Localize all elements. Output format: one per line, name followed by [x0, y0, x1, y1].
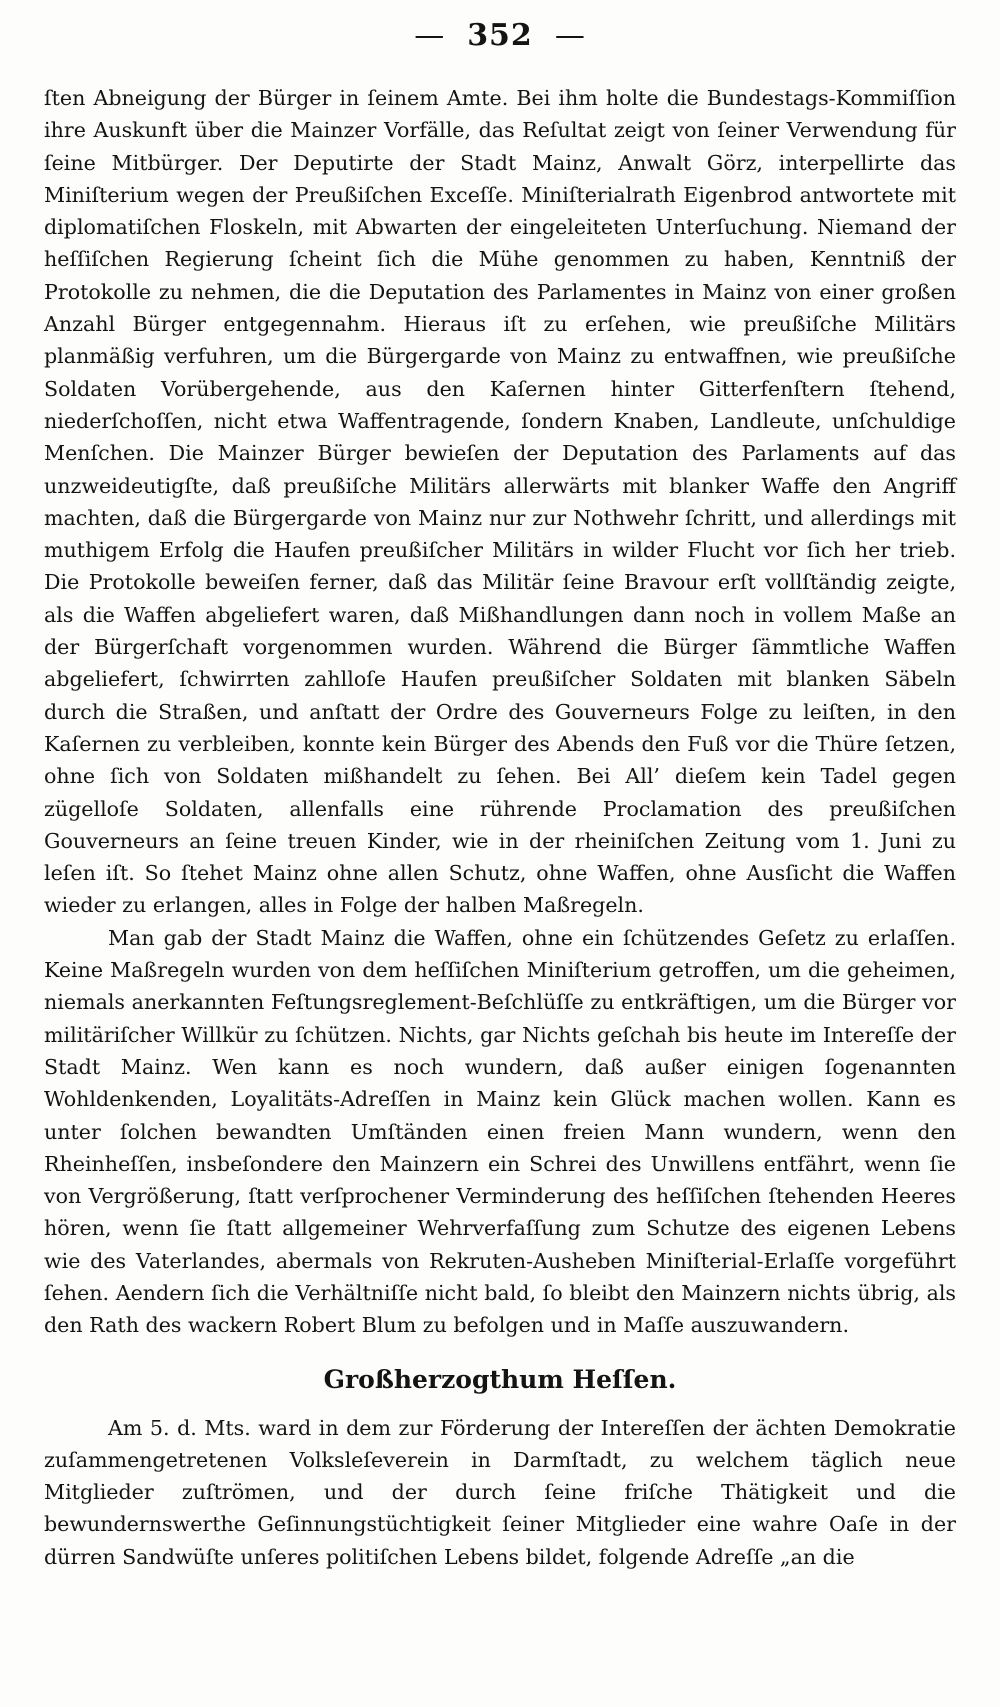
page-number: 352	[467, 18, 533, 53]
paragraph-mainz-weapons: Man gab der Stadt Mainz die Waffen, ohne ein ſchützendes Geſetz zu erlaſſen. Keine Maßregeln wurden von dem heſſiſchen Miniſterium getroffen, um die geheimen, niemals anerkannten Feſtungsreglement-Beſchlüſſe zu entkräftigen, um die Bürger vor militäriſcher Willkür zu ſchützen. Nichts, gar Nichts geſchah bis heute im Intereſſe der Stadt Mainz. Wen kann es noch wundern, daß außer einigen ſogenannten Wohldenkenden, Loyalitäts-Adreſſen in Mainz kein Glück machen wollen. Kann es unter ſolchen bewandten Umſtänden einen freien Mann wundern, wenn den Rheinheſſen, insbeſondere den Mainzern ein Schrei des Unwillens entfährt, wenn ſie von Vergrößerung, ſtatt verſprochener Verminderung des heſſiſchen ſtehenden Heeres hören, wenn ſie ſtatt allgemeiner Wehrverfaſſung zum Schutze des eigenen Lebens wie des Vaterlandes, abermals von Rekruten-Ausheben Miniſterial-Erlaſſe vorgeführt ſehen. Aendern ſich die Verhältniſſe nicht bald, ſo bleibt den Mainzern nichts übrig, als den Rath des wackern Robert Blum zu befolgen und in Maſſe auszuwandern.	[44, 925, 956, 1338]
paragraph-mainz-continued: ſten Abneigung der Bürger in ſeinem Amte. Bei ihm holte die Bundestags-Kommiſſion ihre Auskunft über die Mainzer Vorfälle, das Reſultat zeigt von ſeiner Verwendung für ſeine Mitbürger. Der Deputirte der Stadt Mainz, Anwalt Görz, interpellirte das Miniſterium wegen der Preußiſchen Exceſſe. Miniſterialrath Eigenbrod antwortete mit diplomatiſchen Floskeln, mit Abwarten der eingeleiteten Unterſuchung. Niemand der heſſiſchen Regierung ſcheint ſich die Mühe genommen zu haben, Kenntniß der Protokolle zu nehmen, die die Deputation des Parlamentes in Mainz von einer großen Anzahl Bürger entgegennahm. Hieraus iſt zu erſehen, wie preußiſche Militärs planmäßig verfuhren, um die Bürgergarde von Mainz zu entwaffnen, wie preußiſche Soldaten Vorübergehende, aus den Kaſernen hinter Gitterfenſtern ſtehend, niederſchoſſen, nicht etwa Waffentragende, ſondern Knaben, Landleute, unſchuldige Menſchen. Die Mainzer Bürger bewieſen der Deputation des Parlaments auf das unzweideutigſte, daß preußiſche Militärs allerwärts mit blanker Waffe den Angriff machten, daß die Bürgergarde von Mainz nur zur Nothwehr ſchritt, und allerdings mit muthigem Erfolg die Haufen preußiſcher Militärs in wilder Flucht vor ſich her trieb. Die Protokolle beweiſen ferner, daß das Militär ſeine Bravour erſt vollſtändig zeigte, als die Waffen abgeliefert waren, daß Mißhandlungen dann noch in vollem Maße an der Bürgerſchaft vorgenommen wurden. Während die Bürger ſämmtliche Waffen abgeliefert, ſchwirrten zahlloſe Haufen preußiſcher Soldaten mit blanken Säbeln durch die Straßen, und anſtatt der Ordre des Gouverneurs Folge zu leiſten, in den Kaſernen zu verbleiben, konnte kein Bürger des Abends den Fuß vor die Thüre ſetzen, ohne ſich von Soldaten mißhandelt zu ſehen. Bei All’ dieſem kein Tadel gegen zügelloſe Soldaten, allenfalls eine rührende Proclamation des preußiſchen Gouverneurs an ſeine treuen Kinder, wie in der rheiniſchen Zeitung vom 1. Juni zu leſen iſt. So ſtehet Mainz ohne allen Schutz, ohne Waffen, ohne Ausſicht die Waffen wieder zu erlangen, alles in Folge der halben Maßregeln.	[44, 86, 956, 918]
paragraph-hessen-section: Am 5. d. Mts. ward in dem zur Förderung der Intereſſen der ächten Demokratie zuſammengetretenen Volksleſeverein in Darmſtadt, zu welchem täglich neue Mitglieder zuſtrömen, und der durch ſeine friſche Thätigkeit und die bewundernswerthe Geſinnungstüchtigkeit ſeiner Mitglieder eine wahre Oaſe in der dürren Sandwüſte unſeres politiſchen Lebens bildet, folgende Adreſſe „an die	[44, 1415, 956, 1569]
header-dash-right: —	[554, 18, 586, 53]
header-dash-left: —	[414, 18, 446, 53]
text-column	[44, 82, 956, 1573]
page-number-header	[0, 18, 1000, 53]
section-heading: Großherzogthum Heſſen.	[323, 1364, 677, 1394]
